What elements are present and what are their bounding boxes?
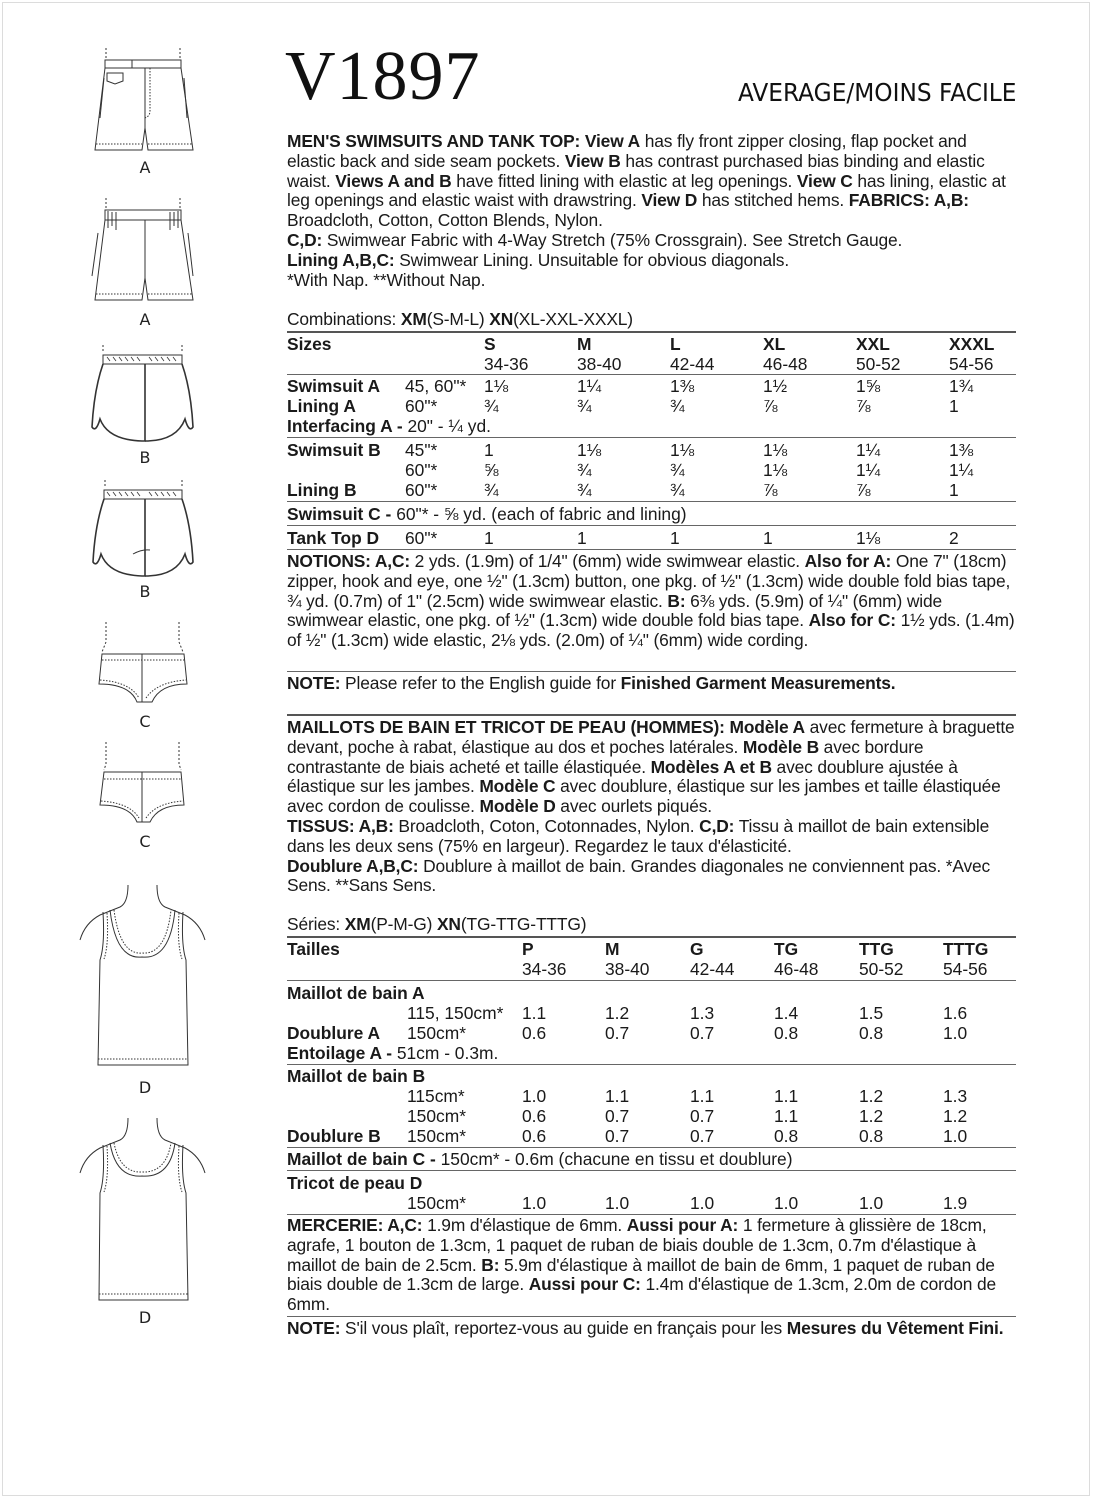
table-row-interfacing-a [287, 416, 1017, 436]
table-row-entoilage-a [287, 1043, 1017, 1063]
table-row-swimsuit-c [287, 504, 1017, 524]
cell: 1.0 [690, 1193, 715, 1213]
table-row-swimsuit-a [287, 376, 1017, 396]
size-label: TTTG [943, 939, 989, 959]
table-row-maillot-a-title [287, 983, 1017, 1003]
size-label: G [690, 939, 704, 959]
fabrics-label: FABRICS: A,B: [848, 190, 969, 211]
cell: ⅝ [484, 460, 499, 480]
french-yardage-d [287, 1173, 1017, 1213]
notions-also-a-label: Aussi pour A: [626, 1215, 739, 1235]
english-yardage-b [287, 440, 1017, 500]
fabric-width: 60"* [405, 396, 438, 416]
row-text: 60"* - ⅝ yd. (each of fabric and lining) [391, 504, 687, 524]
size-label: TTG [859, 939, 894, 959]
fabrics-cd-label: C,D: [699, 815, 735, 836]
size-label: S [484, 334, 496, 354]
cell: 1¾ [949, 376, 974, 396]
cell: ¾ [670, 396, 685, 416]
view-c-text: avec doublure, élastique sur les jambes et taille élastiquée avec cordon de coulisse. [287, 776, 1001, 817]
view-b-label: Modèle B [742, 736, 819, 757]
notions-also-c-text: 1.4m d'élastique de 1.3cm, 2.0m de cordon de 6mm. [287, 1274, 997, 1315]
table-row-tricot-d [287, 1193, 1017, 1213]
view-c-text: has lining, elastic at leg openings and elastic waist with drawstring. [287, 170, 1006, 211]
english-size-table [287, 334, 1017, 374]
cell: 1.1 [605, 1086, 630, 1106]
notions-b-text: 5.9m d'élastique à maillot de bain de 6mm, 1 paquet de ruban de biais double de 1.3cm de large. [287, 1254, 995, 1295]
cell: 0.6 [522, 1126, 547, 1146]
cell: 1.3 [690, 1003, 715, 1023]
fabric-width: 150cm* [407, 1126, 466, 1146]
cell: 1⅛ [763, 460, 788, 480]
view-a-back-illustration [60, 198, 230, 306]
table-rule [287, 525, 1016, 526]
view-b-text: has contrast purchased bias binding and elastic waist. [287, 150, 985, 191]
lining-label: Doublure A,B,C: [287, 855, 419, 876]
view-b-front-illustration [60, 345, 230, 445]
cell: 0.7 [605, 1126, 630, 1146]
size-range: 38-40 [577, 354, 622, 374]
cell: 1 [484, 440, 494, 460]
table-rule [287, 1147, 1016, 1148]
section-rule [287, 714, 1016, 716]
sizes-header: Tailles [287, 939, 340, 959]
table-row-doublure-b [287, 1126, 1017, 1146]
views-ab-text: avec doublure ajustée à élastique sur les jambes. [287, 756, 958, 797]
size-label: XXL [856, 334, 890, 354]
row-text: 150cm* - 0.6m (chacune en tissu et doublure) [435, 1149, 793, 1169]
note-text: S'il vous plaît, reportez-vous au guide en français pour les [340, 1318, 787, 1338]
cell: 1 [763, 528, 773, 548]
table-rule [287, 549, 1016, 550]
combinations-label: Séries: [287, 914, 345, 934]
fabrics-label: TISSUS: A,B: [287, 815, 394, 836]
size-header-row [287, 334, 1017, 354]
view-c-back-illustration [60, 742, 230, 827]
cell: 0.6 [522, 1023, 547, 1043]
description-title: MEN'S SWIMSUITS AND TANK TOP: [287, 131, 581, 151]
row-label: Swimsuit B [287, 440, 381, 460]
table-row-lining-a [287, 396, 1017, 416]
view-a-label: Modèle A [724, 717, 805, 737]
cell: 1⅛ [856, 528, 881, 548]
table-rule [287, 1064, 1016, 1065]
cell: ¾ [577, 460, 592, 480]
table-row-maillot-a [287, 1003, 1017, 1023]
size-range-row [287, 354, 1017, 374]
table-rule [287, 331, 1016, 333]
note-label: NOTE: [287, 1318, 341, 1338]
cell: 1¼ [577, 376, 602, 396]
cell: ¾ [577, 396, 592, 416]
row-label: Maillot de bain C - [287, 1149, 436, 1169]
notions-text: 1.9m d'élastique de 6mm. [422, 1215, 627, 1235]
french-combinations [287, 915, 1017, 935]
table-rule [287, 980, 1016, 981]
view-label-d-back: D [138, 1308, 152, 1327]
size-label: M [605, 939, 620, 959]
size-label: P [522, 939, 534, 959]
english-notions [287, 552, 1017, 651]
cell: 1.1 [774, 1086, 799, 1106]
cell: ⅞ [763, 396, 778, 416]
english-combinations [287, 310, 1017, 330]
french-notions [287, 1216, 1017, 1315]
fabric-width: 60"* [405, 528, 438, 548]
cell: 1⅛ [484, 376, 509, 396]
table-row-maillot-b-title [287, 1066, 1017, 1086]
cell: 0.8 [859, 1126, 884, 1146]
cell: ¾ [577, 480, 592, 500]
cell: 1.0 [522, 1086, 547, 1106]
pattern-number: V1897 [285, 38, 481, 115]
cell: 1 [484, 528, 494, 548]
view-b-text: avec bordure contrastante de biais acheté et taille élastiquée. [287, 736, 924, 777]
cell: 1¼ [949, 460, 974, 480]
fabrics-ab-text: Broadcloth, Coton, Cotonnades, Nylon. [393, 815, 700, 836]
nap-legend: *With Nap. **Without Nap. [287, 269, 486, 290]
row-text: 51cm - 0.3m. [392, 1043, 499, 1063]
cell: 1⅛ [577, 440, 602, 460]
cell: 0.7 [690, 1126, 715, 1146]
row-label: Tricot de peau D [287, 1173, 423, 1193]
fabric-width: 115, 150cm* [407, 1003, 504, 1023]
lining-text: Doublure à maillot de bain. Grandes diagonales ne conviennent pas. *Avec Sens. **Sans Sens. [287, 855, 991, 896]
row-label: Lining B [287, 480, 357, 500]
view-label-a-back: A [139, 310, 151, 329]
cell: 1.5 [859, 1003, 884, 1023]
cell: 1 [577, 528, 587, 548]
cell: 1.0 [859, 1193, 884, 1213]
view-a-front-illustration [60, 48, 230, 153]
cell: 1.1 [522, 1003, 547, 1023]
cell: 1.4 [774, 1003, 799, 1023]
size-label: XXXL [949, 334, 995, 354]
row-label: Doublure A [287, 1023, 381, 1043]
fabric-width: 150cm* [407, 1023, 466, 1043]
cell: 0.7 [690, 1023, 715, 1043]
table-rule [287, 501, 1016, 502]
size-header-row [287, 939, 1017, 959]
table-row-swimsuit-b-60 [287, 460, 1017, 480]
size-range-row [287, 959, 1017, 979]
cell: ⅞ [856, 396, 871, 416]
table-row-doublure-a [287, 1023, 1017, 1043]
row-label: Tank Top D [287, 528, 380, 548]
notions-also-c-label: Also for C: [808, 610, 896, 631]
views-ab-label: Modèles A et B [650, 756, 772, 777]
cell: 0.8 [859, 1023, 884, 1043]
row-label: Lining A [287, 396, 356, 416]
table-rule [287, 374, 1016, 375]
cell: 1.2 [859, 1106, 884, 1126]
row-label: Maillot de bain B [287, 1066, 426, 1086]
sizes-header: Sizes [287, 334, 332, 354]
notions-b-label: B: [667, 590, 686, 611]
view-c-label: Modèle C [479, 776, 556, 797]
cell: ⅞ [763, 480, 778, 500]
view-d-text: avec ourlets piqués. [555, 796, 712, 817]
size-range: 34-36 [484, 354, 529, 374]
xm-label: XM [344, 914, 371, 934]
cell: 0.7 [605, 1023, 630, 1043]
row-label: Doublure B [287, 1126, 381, 1146]
notions-label: NOTIONS: A,C: [287, 551, 410, 571]
table-row-maillot-b-150 [287, 1106, 1017, 1126]
table-row-swimsuit-b-45 [287, 440, 1017, 460]
cell: 1 [949, 396, 959, 416]
cell: ⅞ [856, 480, 871, 500]
cell: 1.0 [774, 1193, 799, 1213]
table-row-lining-b [287, 480, 1017, 500]
cell: 1.2 [943, 1106, 968, 1126]
cell: 1.2 [859, 1086, 884, 1106]
views-ab-label: Views A and B [335, 170, 452, 191]
xn-label: XN [489, 309, 514, 329]
combinations-label: Combinations: [287, 309, 401, 329]
view-label-c-front: C [139, 712, 151, 731]
notions-also-a-text: One 7" (18cm) zipper, hook and eye, one ½" (1.3cm) button, one pkg. of ½" (1.3cm) wide double fold bias tape, ¾ yd. (0.7m) of 1" (2.5cm) wide swimwear elastic. [287, 551, 1011, 611]
table-row-tank-top-d [287, 528, 1017, 548]
cell: 0.7 [605, 1106, 630, 1126]
table-row-tricot-d-title [287, 1173, 1017, 1193]
french-yardage-c [287, 1149, 1017, 1169]
table-rule [287, 1316, 1016, 1317]
view-label-a-front: A [139, 158, 151, 177]
cell: 1⅛ [763, 440, 788, 460]
row-label: Entoilage A - [287, 1043, 392, 1063]
notions-b-label: B: [481, 1254, 500, 1275]
fabrics-ab-text: Broadcloth, Cotton, Cotton Blends, Nylon. [287, 210, 603, 231]
french-description [287, 718, 1017, 896]
row-label: Swimsuit A [287, 376, 381, 396]
cell: 0.7 [690, 1106, 715, 1126]
cell: 1⅛ [670, 440, 695, 460]
cell: 1⅝ [856, 376, 881, 396]
english-note [287, 674, 1017, 694]
view-label-b-front: B [139, 448, 151, 467]
lining-text: Swimwear Lining. Unsuitable for obvious diagonals. [394, 249, 790, 270]
row-text: 20" - ¼ yd. [402, 416, 491, 436]
notions-label: MERCERIE: A,C: [287, 1215, 423, 1235]
size-range: 42-44 [670, 354, 715, 374]
cell: ¾ [484, 396, 499, 416]
size-range: 38-40 [605, 959, 650, 979]
view-d-front-illustration [60, 885, 230, 1075]
fabric-width: 150cm* [407, 1193, 466, 1213]
french-note [287, 1319, 1017, 1339]
size-range: 42-44 [690, 959, 735, 979]
cell: 1 [670, 528, 680, 548]
notions-text: 2 yds. (1.9m) of 1/4" (6mm) wide swimwear elastic. [410, 551, 805, 571]
row-label: Swimsuit C - [287, 504, 392, 524]
note-text: Please refer to the English guide for [340, 673, 621, 693]
cell: ¾ [670, 480, 685, 500]
note-emphasis: Finished Garment Measurements. [620, 673, 896, 693]
notions-also-c-label: Aussi pour C: [528, 1274, 641, 1295]
fabrics-cd-text: Swimwear Fabric with 4-Way Stretch (75% Crossgrain). See Stretch Gauge. [322, 229, 903, 250]
view-c-front-illustration [60, 622, 230, 707]
cell: 1½ [763, 376, 788, 396]
cell: 1.1 [690, 1086, 715, 1106]
english-yardage-a [287, 376, 1017, 436]
notions-also-a-label: Also for A: [804, 551, 892, 571]
fabrics-cd-text: Tissu à maillot de bain extensible dans les deux sens (75% en largeur). Regardez le taux d'élasticité. [287, 815, 990, 856]
view-c-label: View C [796, 170, 853, 191]
cell: 1⅜ [949, 440, 974, 460]
fabric-width: 45"* [405, 440, 438, 460]
english-description [287, 132, 1017, 290]
cell: 1.0 [943, 1023, 968, 1043]
fabric-width: 60"* [405, 460, 438, 480]
lining-label: Lining A,B,C: [287, 249, 395, 270]
xm-sizes: (P-M-G) [370, 914, 437, 934]
cell: 1.1 [774, 1106, 799, 1126]
english-yardage-d [287, 528, 1017, 548]
size-label: TG [774, 939, 799, 959]
view-label-b-back: B [139, 582, 151, 601]
size-label: XL [763, 334, 786, 354]
table-rule [287, 671, 1016, 672]
cell: 1.3 [943, 1086, 968, 1106]
note-emphasis: Mesures du Vêtement Fini. [786, 1318, 1004, 1338]
cell: 1.0 [943, 1126, 968, 1146]
cell: 1.9 [943, 1193, 968, 1213]
cell: 1.2 [605, 1003, 630, 1023]
english-yardage-c [287, 504, 1017, 524]
xn-sizes: (XL-XXL-XXXL) [513, 309, 633, 329]
table-row-maillot-b-115 [287, 1086, 1017, 1106]
view-d-label: View D [641, 190, 698, 211]
view-a-text: avec fermeture à braguette devant, poche à rabat, élastique au dos et poches latérales. [287, 717, 1015, 757]
xm-sizes: (S-M-L) [426, 309, 490, 329]
row-label: Maillot de bain A [287, 983, 425, 1003]
size-range: 54-56 [949, 354, 994, 374]
size-range: 54-56 [943, 959, 988, 979]
view-d-back-illustration [60, 1118, 230, 1313]
cell: 2 [949, 528, 959, 548]
size-label: M [577, 334, 592, 354]
view-b-back-illustration [60, 480, 230, 580]
cell: 0.6 [522, 1106, 547, 1126]
notions-also-c-text: 1½ yds. (1.4m) of ½" (1.3cm) wide elastic, 2⅛ yds. (2.0m) of ¼" (6mm) wide cording. [287, 610, 1015, 651]
size-range: 50-52 [859, 959, 904, 979]
cell: ¾ [670, 460, 685, 480]
view-a-text: has fly front zipper closing, flap pocket and elastic back and side seam pockets. [287, 131, 967, 171]
view-b-label: View B [564, 150, 621, 171]
view-label-d-front: D [138, 1078, 152, 1097]
notions-also-a-text: 1 fermeture à glissière de 18cm, agrafe, 1 bouton de 1.3cm, 1 paquet de ruban de biais double de 1.3cm, 0.7m d'élastique à maillot de bain de 2.5cm. [287, 1215, 987, 1275]
cell: 0.8 [774, 1126, 799, 1146]
fabric-width: 150cm* [407, 1106, 466, 1126]
fabric-width: 115cm* [407, 1086, 465, 1106]
table-rule [287, 1170, 1016, 1171]
xm-label: XM [400, 309, 427, 329]
xn-label: XN [436, 914, 461, 934]
table-row-maillot-c [287, 1149, 1017, 1169]
cell: ¾ [484, 480, 499, 500]
cell: 1¼ [856, 460, 881, 480]
french-size-table [287, 939, 1017, 979]
cell: 1⅜ [670, 376, 695, 396]
xn-sizes: (TG-TTG-TTTG) [460, 914, 587, 934]
fabric-width: 60"* [405, 480, 438, 500]
table-rule [287, 936, 1016, 938]
size-label: L [670, 334, 681, 354]
french-yardage-a [287, 983, 1017, 1063]
views-ab-text: have fitted lining with elastic at leg openings. [451, 170, 797, 191]
row-label: Interfacing A - [287, 416, 403, 436]
view-d-text: has stitched hems. [697, 190, 849, 211]
table-rule [287, 437, 1016, 438]
cell: 0.8 [774, 1023, 799, 1043]
size-range: 46-48 [774, 959, 819, 979]
difficulty-level: AVERAGE/MOINS FACILE [737, 78, 1016, 107]
cell: 1 [949, 480, 959, 500]
cell: 1.0 [522, 1193, 547, 1213]
cell: 1.0 [605, 1193, 630, 1213]
view-d-label: Modèle D [479, 796, 556, 817]
view-label-c-back: C [139, 832, 151, 851]
fabrics-cd-label: C,D: [287, 229, 323, 250]
french-yardage-b [287, 1066, 1017, 1146]
cell: 1.6 [943, 1003, 968, 1023]
view-a-label: View A [584, 131, 641, 151]
cell: 1¼ [856, 440, 881, 460]
description-title: MAILLOTS DE BAIN ET TRICOT DE PEAU (HOMMES): [287, 717, 725, 737]
note-label: NOTE: [287, 673, 341, 693]
size-range: 50-52 [856, 354, 901, 374]
fabric-width: 45, 60"* [405, 376, 467, 396]
size-range: 46-48 [763, 354, 808, 374]
size-range: 34-36 [522, 959, 567, 979]
notions-b-text: 6⅜ yds. (5.9m) of ¼" (6mm) wide swimwear elastic, one pkg. of ½" (1.3cm) wide double fold bias tape. [287, 590, 942, 631]
